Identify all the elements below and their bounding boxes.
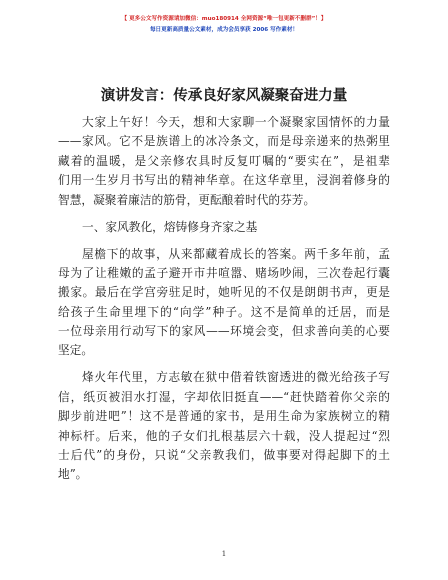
page-number: 1 [221,550,227,558]
paragraph-line: 地”。 [58,467,88,482]
section-heading-text: 一、家风教化，熔铸修身齐家之基 [82,219,258,234]
paragraph-line: 屋檐下的故事，从来都藏着成长的答案。两千多年前，孟 [82,246,390,261]
promo-banner-line-2: 每日更新高质量公文素材，成为会员享获 2006 写作素材！ [149,27,299,33]
paragraph-line: 藏着的温暖，是父亲修农具时反复叮嘱的“要实在”，是祖辈 [58,153,390,168]
paragraph-line: 母为了让稚嫩的孟子避开市井喧嚣、赌场吵闹，三次卷起行囊 [58,265,390,280]
paragraph [58,113,390,210]
paragraph-line: 坚定。 [58,343,94,358]
document-title: 演讲发言：传承良好家风凝聚奋进力量 [100,88,348,104]
section-heading [58,218,390,237]
paragraph-spacer [58,361,390,369]
paragraph-line: 智慧，凝聚着廉洁的筋骨，更酝酿着时代的芬芳。 [58,192,316,207]
paragraph-line: 搬家。最后在学宫旁驻足时，她听见的不仅是朗朗书声，更是 [58,285,390,300]
paragraph-spacer [58,210,390,218]
paragraph [58,368,390,484]
paragraph-line: 们用一生岁月书写出的精神华章。在这华章里，浸润着修身的 [58,173,390,188]
paragraph-spacer [58,237,390,245]
paragraph-line: 脚步前进吧”！这不是普通的家书，是用生命为家族树立的精 [58,409,390,424]
promo-banner-line-1: 【 更多公文写作资源请加微信：muo180914 全网资源“唯一包更新不删群”！】 [121,16,327,22]
paragraph-line: 一位母亲用行动写下的家风——环境会变，但求善向美的心要 [58,324,390,339]
paragraph-line: ——家风。它不是族谱上的冰冷条文，而是母亲递来的热粥里 [58,134,390,149]
paragraph-line: 神标杆。后来，他的子女们扎根基层六十载，没人提起过“烈 [58,428,390,443]
paragraph-line: 信，纸页被泪水打湿，字却依旧挺直——“赶快踏着你父亲的 [58,389,390,404]
paragraph-line: 烽火年代里，方志敏在狱中借着铁窗透进的微光给孩子写 [82,370,390,385]
paragraph-line: 给孩子生命里埋下的“向学”种子。这不是简单的迁居，而是 [58,304,390,319]
paragraph [58,245,390,361]
document-body [58,113,390,485]
paragraph-line: 士后代”的身份，只说“父亲教我们，做事要对得起脚下的土 [58,448,390,463]
paragraph-line: 大家上午好！今天，想和大家聊一个凝聚家国情怀的力量 [82,115,390,129]
